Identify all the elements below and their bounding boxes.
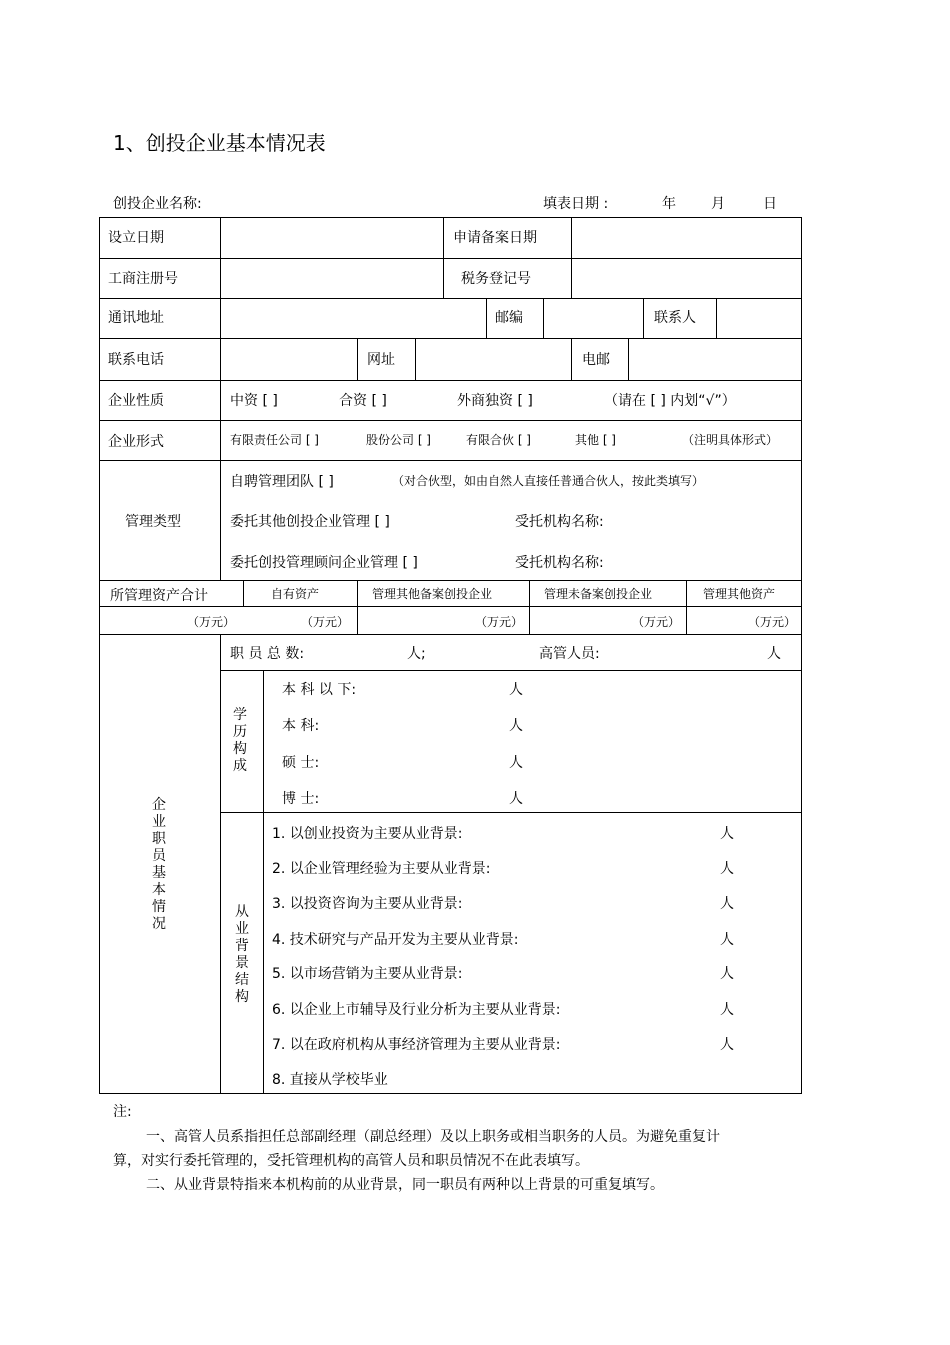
edu-master-label: 硕 士: [282, 755, 320, 771]
year-label: 年 [662, 196, 676, 212]
biz-reg-field[interactable] [221, 259, 443, 298]
staff-section-label: 企业职员基本情况 [152, 797, 166, 932]
postcode-label: 邮编 [495, 310, 523, 326]
assets-own-label: 自有资产 [271, 587, 320, 601]
bg-item-2-unit: 人 [720, 861, 734, 877]
assets-other-filed-label: 管理其他备案创投企业 [372, 587, 493, 601]
bg-item-7-unit: 人 [720, 1037, 734, 1053]
bg-item-1-unit: 人 [720, 826, 734, 842]
tax-reg-field[interactable] [572, 259, 801, 298]
email-label: 电邮 [582, 352, 610, 368]
edu-below-bachelor-label: 本 科 以 下: [282, 682, 357, 698]
notes-label: 注: [113, 1104, 132, 1120]
bg-item-3-unit: 人 [720, 896, 734, 912]
nature-domestic-checkbox[interactable]: 中资 [ ] [230, 393, 278, 409]
phone-label: 联系电话 [108, 352, 164, 368]
bg-item-4-unit: 人 [720, 932, 734, 948]
edu-below-bachelor-unit: 人 [509, 682, 523, 698]
edu-doctor-label: 博 士: [282, 791, 320, 807]
setup-date-label: 设立日期 [108, 230, 164, 246]
form-note: （注明具体形式） [682, 433, 779, 447]
bg-item-6-unit: 人 [720, 1002, 734, 1018]
bg-section-label: 从业背景结构 [235, 904, 249, 1005]
company-name-label: 创投企业名称: [113, 196, 202, 212]
assets-other-unfiled-unit: （万元） [632, 615, 681, 629]
bg-item-1-label: 1. 以创业投资为主要从业背景: [272, 826, 463, 842]
bg-item-5-unit: 人 [720, 966, 734, 982]
setup-date-field[interactable] [221, 218, 443, 258]
edu-section-label: 学历构成 [233, 707, 247, 774]
form-lp-checkbox[interactable]: 有限合伙 [ ] [466, 433, 531, 447]
address-field[interactable] [221, 299, 486, 338]
mgmt-self-note: （对合伙型，如由自然人直接任普通合伙人，按此类填写） [392, 474, 705, 488]
notes-line-1: 一、高管人员系指担任总部副经理（副总经理）及以上职务或相当职务的人员。为避免重复计 [146, 1129, 720, 1145]
mgmt-entrust-advisor-checkbox[interactable]: 委托创投管理顾问企业管理 [ ] [230, 555, 418, 571]
email-field[interactable] [629, 339, 801, 380]
contact-label: 联系人 [654, 310, 696, 326]
edu-bachelor-unit: 人 [509, 718, 523, 734]
nature-label: 企业性质 [108, 393, 164, 409]
website-field[interactable] [416, 339, 571, 380]
assets-other-assets-unit: （万元） [748, 615, 797, 629]
form-other-checkbox[interactable]: 其他 [ ] [575, 433, 616, 447]
assets-other-assets-label: 管理其他资产 [703, 587, 776, 601]
contact-field[interactable] [717, 299, 801, 338]
notes-line-3: 二、从业背景特指来本机构前的从业背景，同一职员有两种以上背景的可重复填写。 [146, 1177, 664, 1193]
edu-master-unit: 人 [509, 755, 523, 771]
assets-own-unit: （万元） [301, 615, 350, 629]
nature-note: （请在 [ ] 内划“√”） [604, 393, 736, 409]
phone-field[interactable] [221, 339, 357, 380]
assets-other-unfiled-label: 管理未备案创投企业 [544, 587, 653, 601]
mgmt-entrust-vc-agency-label: 受托机构名称: [515, 514, 604, 530]
staff-total-label: 职 员 总 数: [230, 646, 305, 662]
form-corp-checkbox[interactable]: 股份公司 [ ] [366, 433, 431, 447]
mgmt-self-checkbox[interactable]: 自聘管理团队 [ ] [230, 474, 334, 490]
mgmt-type-label: 管理类型 [125, 514, 181, 530]
bg-item-7-label: 7. 以在政府机构从事经济管理为主要从业背景: [272, 1037, 561, 1053]
assets-other-filed-unit: （万元） [475, 615, 524, 629]
page-title: 1、创投企业基本情况表 [113, 131, 326, 155]
filing-date-field[interactable] [572, 218, 801, 258]
address-label: 通讯地址 [108, 310, 164, 326]
staff-senior-unit: 人 [767, 646, 781, 662]
form-label: 企业形式 [108, 434, 164, 450]
bg-item-2-label: 2. 以企业管理经验为主要从业背景: [272, 861, 491, 877]
bg-item-4-label: 4. 技术研究与产品开发为主要从业背景: [272, 932, 519, 948]
edu-bachelor-label: 本 科: [282, 718, 320, 734]
bg-item-6-label: 6. 以企业上市辅导及行业分析为主要从业背景: [272, 1002, 561, 1018]
notes-line-2: 算，对实行委托管理的，受托管理机构的高管人员和职员情况不在此表填写。 [113, 1153, 589, 1169]
month-label: 月 [711, 196, 725, 212]
website-label: 网址 [367, 352, 395, 368]
tax-reg-label: 税务登记号 [461, 271, 531, 287]
bg-item-3-label: 3. 以投资咨询为主要从业背景: [272, 896, 463, 912]
assets-total-label: 所管理资产合计 [110, 588, 208, 604]
bg-item-8-label: 8. 直接从学校毕业 [272, 1072, 388, 1088]
day-label: 日 [763, 196, 777, 212]
mgmt-entrust-vc-checkbox[interactable]: 委托其他创投企业管理 [ ] [230, 514, 390, 530]
nature-jv-checkbox[interactable]: 合资 [ ] [339, 393, 387, 409]
mgmt-entrust-advisor-agency-label: 受托机构名称: [515, 555, 604, 571]
bg-item-5-label: 5. 以市场营销为主要从业背景: [272, 966, 463, 982]
nature-foreign-checkbox[interactable]: 外商独资 [ ] [457, 393, 533, 409]
postcode-field[interactable] [544, 299, 643, 338]
form-llc-checkbox[interactable]: 有限责任公司 [ ] [230, 433, 319, 447]
fill-date-label: 填表日期 : [543, 196, 609, 212]
filing-date-label: 申请备案日期 [453, 230, 537, 246]
assets-total-unit: （万元） [187, 615, 236, 629]
edu-doctor-unit: 人 [509, 791, 523, 807]
staff-total-unit: 人; [407, 646, 426, 662]
biz-reg-label: 工商注册号 [108, 271, 178, 287]
staff-senior-label: 高管人员: [539, 646, 600, 662]
